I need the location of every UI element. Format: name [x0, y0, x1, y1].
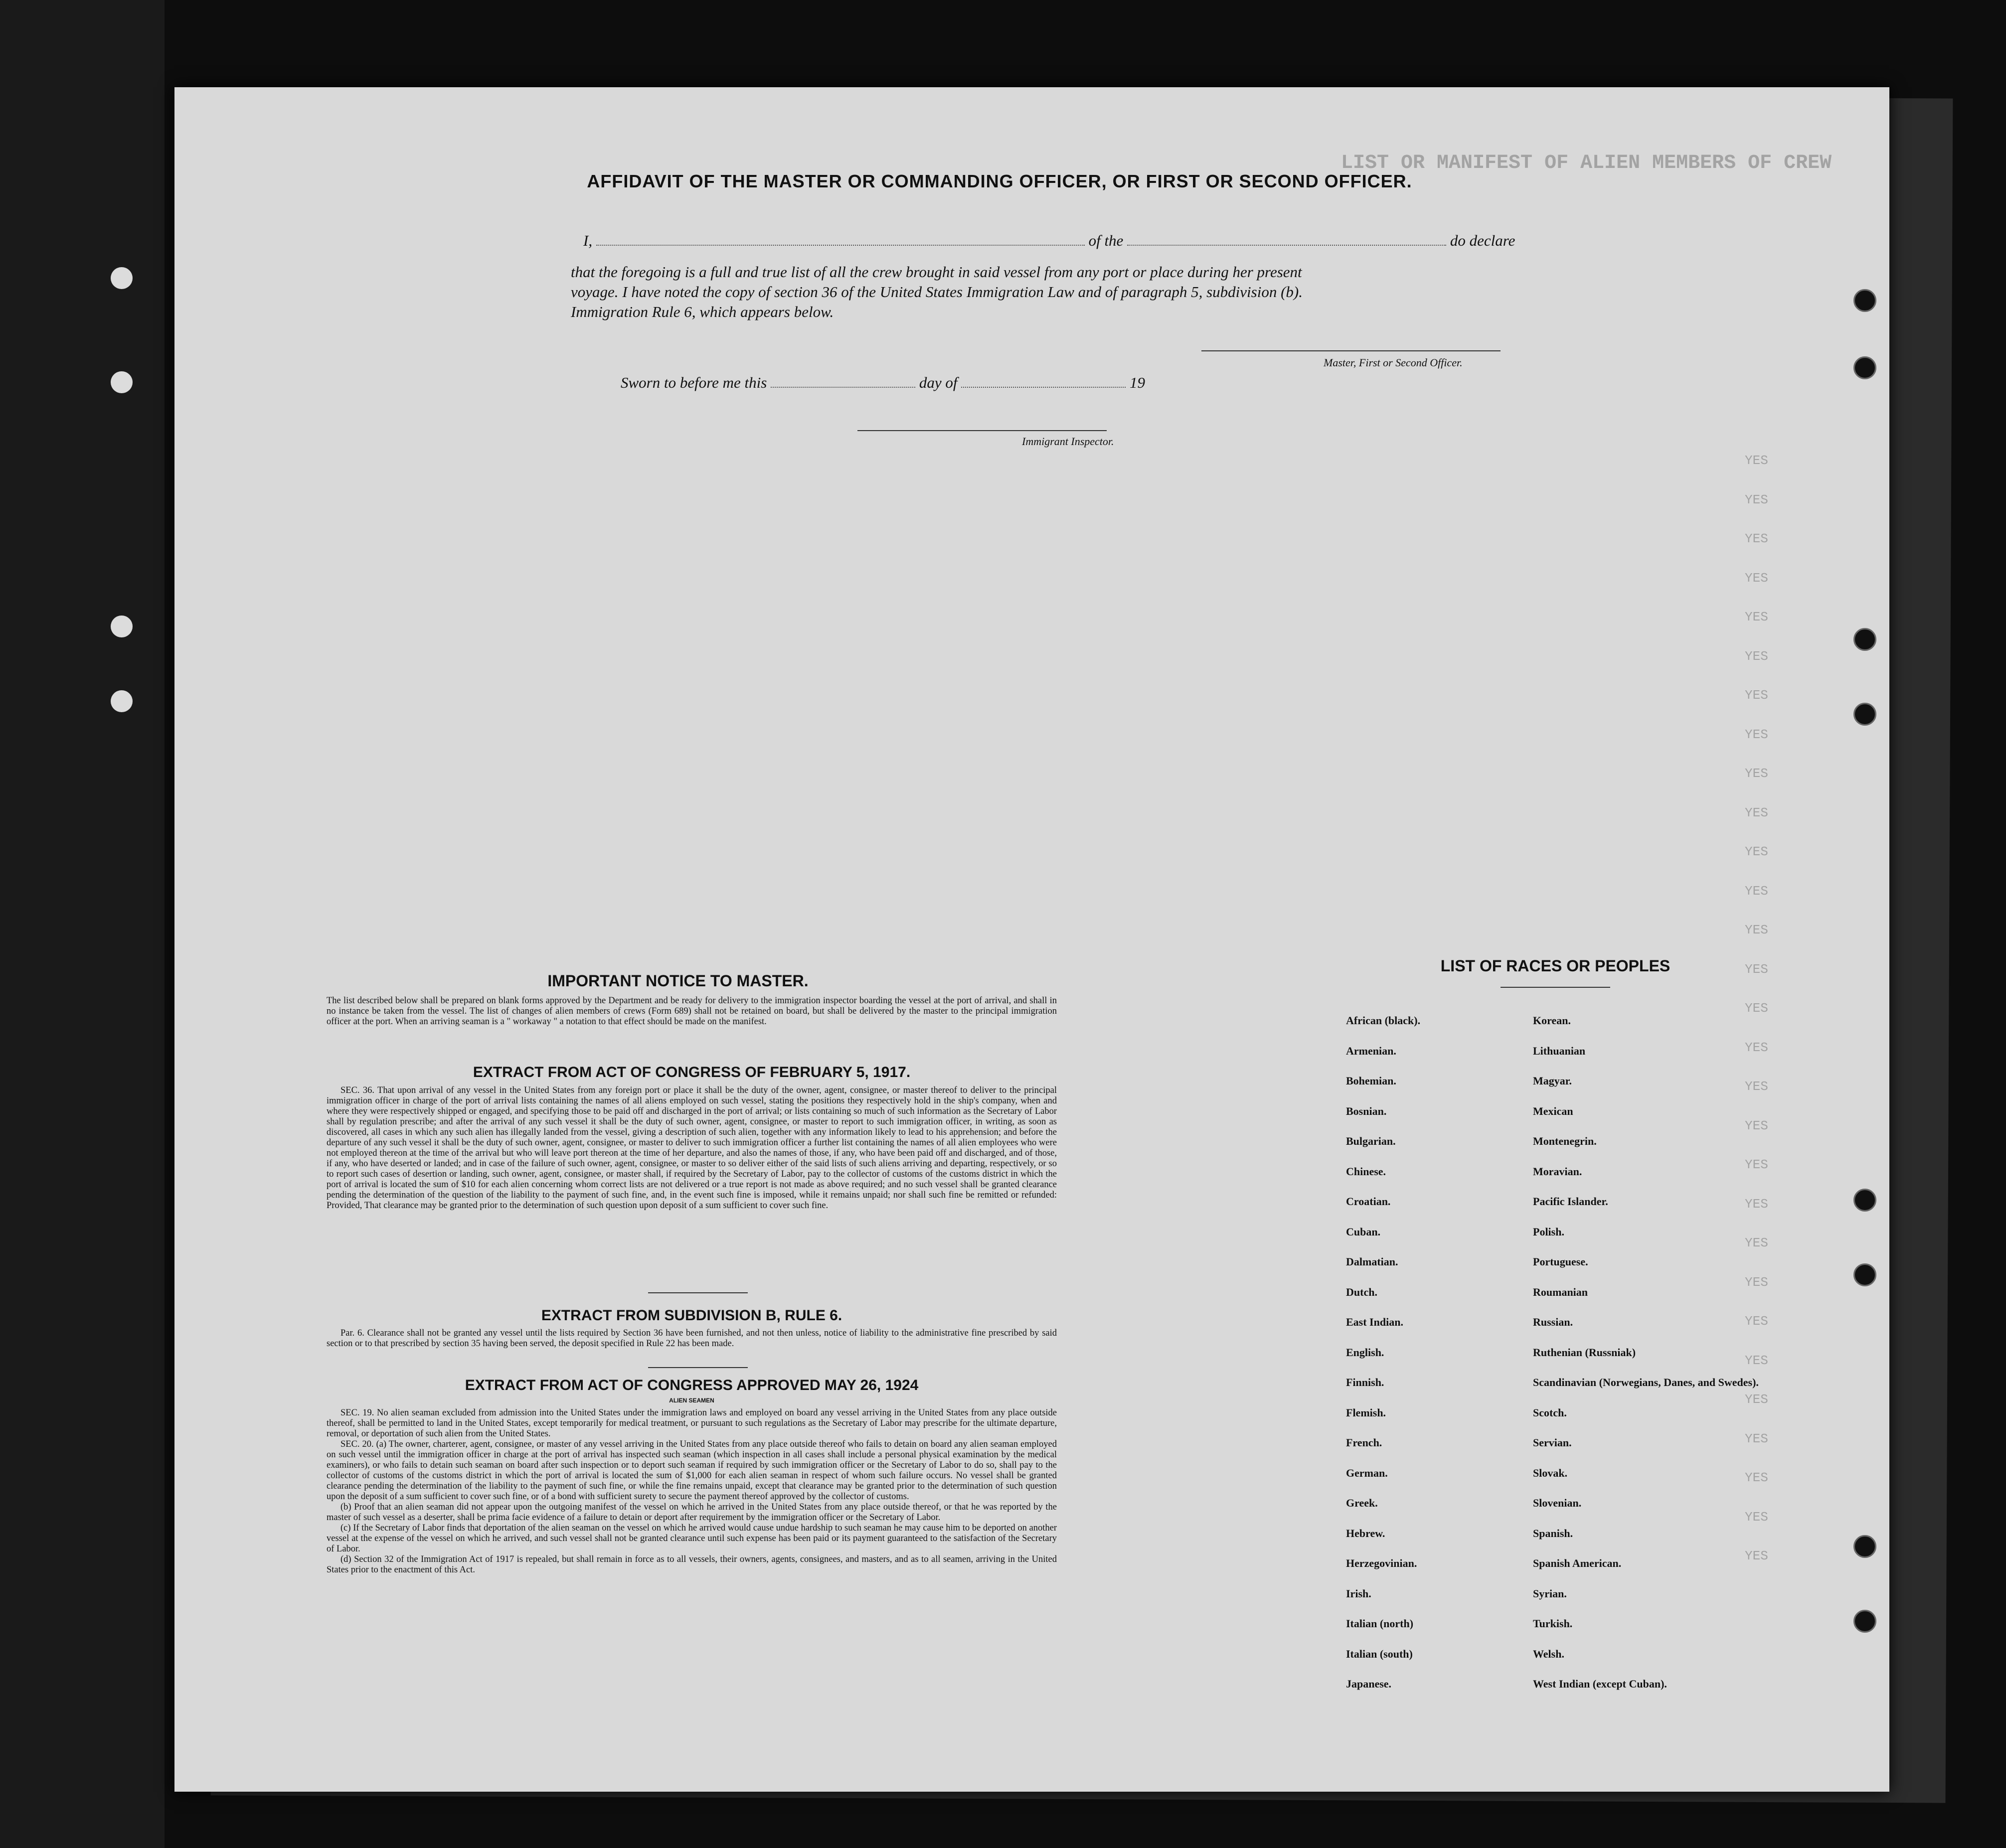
race-item: Polish.	[1533, 1225, 1564, 1238]
master-signature-label: Master, First or Second Officer.	[1324, 356, 1463, 369]
races-left-column	[1346, 1014, 1420, 1708]
bleed-through-yes-mark: YES	[1745, 961, 1768, 977]
race-item: Bohemian.	[1346, 1075, 1396, 1087]
binding-hole	[111, 690, 133, 712]
race-item: Syrian.	[1533, 1587, 1567, 1600]
race-item: Slovak.	[1533, 1466, 1568, 1479]
races-right-column	[1533, 1014, 1759, 1708]
bleed-through-yes-mark: YES	[1745, 1040, 1768, 1055]
race-item: Armenian.	[1346, 1044, 1396, 1057]
bleed-through-yes-mark: YES	[1745, 1157, 1768, 1172]
race-item: Finnish.	[1346, 1376, 1384, 1388]
day-of-label: day of	[919, 374, 958, 391]
race-item: Flemish.	[1346, 1406, 1386, 1419]
extract-1924-title: EXTRACT FROM ACT OF CONGRESS APPROVED MAY 26, 1924	[465, 1377, 919, 1393]
bleed-through-yes-mark: YES	[1745, 766, 1768, 781]
name-blank	[596, 232, 1085, 246]
bleed-through-yes-mark: YES	[1745, 570, 1768, 586]
race-item: West Indian (except Cuban).	[1533, 1678, 1667, 1690]
bleed-through-yes-mark: YES	[1745, 883, 1768, 899]
race-item: Mexican	[1533, 1104, 1573, 1117]
sec-20c-paragraph: (c) If the Secretary of Labor finds that deportation of the alien seaman on the vessel on which he arrived would cause undue hardship to such seaman he may cause him to be deported on another vessel at the expense of the vessel on which he arrived, and such vessel shall not be granted clearance until such expense has been paid or its payment guaranteed to the satisfaction of the Secretary of Labor.	[327, 1523, 1057, 1554]
punch-hole	[1853, 1263, 1876, 1286]
binding-strip	[0, 0, 165, 1848]
sworn-line	[621, 374, 1145, 392]
race-item: East Indian.	[1346, 1316, 1403, 1328]
bleed-through-text: LIST OR MANIFEST OF ALIEN MEMBERS OF CREW	[1341, 152, 1832, 174]
bleed-through-yes-mark: YES	[1745, 648, 1768, 664]
alien-seamen-subtitle: ALIEN SEAMEN	[669, 1397, 714, 1404]
race-item: Dalmatian.	[1346, 1255, 1398, 1268]
master-signature-line	[1201, 350, 1501, 351]
bleed-through-yes-mark: YES	[1745, 805, 1768, 820]
extract-1924-text	[327, 1408, 1057, 1575]
race-item: Roumanian	[1533, 1285, 1588, 1298]
year-label: 19	[1129, 374, 1145, 391]
punch-hole	[1853, 703, 1876, 726]
races-list-title: LIST OF RACES OR PEOPLES	[1440, 957, 1671, 975]
race-item: Montenegrin.	[1533, 1135, 1597, 1147]
affidavit-line-2: that the foregoing is a full and true list of all the crew brought in said vessel from any port or place during her present	[571, 263, 1302, 281]
bleed-through-yes-mark: YES	[1745, 1274, 1768, 1290]
punch-hole	[1853, 356, 1876, 379]
race-item: Russian.	[1533, 1316, 1573, 1328]
race-item: Pacific Islander.	[1533, 1195, 1608, 1208]
race-item: Japanese.	[1346, 1678, 1392, 1690]
bleed-through-yes-mark: YES	[1745, 1431, 1768, 1446]
binding-hole	[111, 267, 133, 289]
race-item: Servian.	[1533, 1436, 1572, 1449]
extract-1917-paragraph: SEC. 36. That upon arrival of any vessel in the United States from any foreign port or place it shall be the duty of the owner, agent, consignee, or master thereof to deliver to the principal immigration officer in charge of the port of arrival lists containing the names of all aliens employed on such vessel, stating the positions they respectively hold in the ship's company, when and where they were respectively shipped or engaged, and specifying those to be paid off and discharged in the port of arrival; or lists containing so much of such information as the Secretary of Labor shall by regulation prescribe; and after the arrival of any such vessel it shall be the duty of such owner, agent, consignee, or master to report to such immigration officer, in writing, as soon as discovered, all cases in which any such alien has illegally landed from the vessel, giving a description of such alien, together with any information likely to lead to his apprehension; and before the departure of any such vessel it shall be the duty of such owner, agent, consignee, or master to deliver to such immigration officer a further list containing the names of all alien employees who were not employed thereon at the time of the arrival but who will leave port thereon at the time of her departure, and also the names of those, if any, who have been paid off and discharged, and of those, if any, who have deserted or landed; and in case of the failure of such owner, agent, consignee, or master to so deliver either of the said lists of such aliens arriving and departing, respectively, or so to report such cases of desertion or landing, such owner, agent, consignee, or master shall, if required by the Secretary of Labor, pay to the collector of customs of the customs district in which the port of arrival is located the sum of $10 for each alien concerning whom correct lists are not delivered or a true report is not made as above required; and no such vessel shall be granted clearance pending the determination of the question of the liability to the payment of such fine, and, in the event such fine is imposed, while it remains unpaid; nor shall such fine be remitted or refunded: Provided, That clearance may be granted prior to the determination of such question upon deposit of a sum sufficient to cover such fine.	[327, 1085, 1057, 1211]
affidavit-of-the-label: of the	[1088, 232, 1124, 249]
section-divider	[648, 1292, 748, 1293]
race-item: Lithuanian	[1533, 1044, 1586, 1057]
bleed-through-yes-mark: YES	[1745, 1509, 1768, 1525]
sec-20d-paragraph: (d) Section 32 of the Immigration Act of 1917 is repealed, but shall remain in force as to all vessels, their owners, agents, consignees, and masters, and as to all seamen, arriving in the United States prior to the enactment of this Act.	[327, 1554, 1057, 1575]
bleed-through-yes-mark: YES	[1745, 688, 1768, 703]
race-item: Scotch.	[1533, 1406, 1567, 1419]
race-item: English.	[1346, 1346, 1384, 1359]
race-item: French.	[1346, 1436, 1382, 1449]
bleed-through-yes-mark: YES	[1745, 492, 1768, 507]
race-item: Portuguese.	[1533, 1255, 1588, 1268]
bleed-through-yes-mark: YES	[1745, 453, 1768, 468]
affidavit-title: AFFIDAVIT OF THE MASTER OR COMMANDING OFFICER, OR FIRST OR SECOND OFFICER.	[587, 171, 1412, 191]
race-item: Welsh.	[1533, 1647, 1564, 1660]
race-item: Scandinavian (Norwegians, Danes, and Swedes).	[1533, 1376, 1759, 1388]
race-item: Chinese.	[1346, 1165, 1386, 1178]
bleed-through-yes-mark: YES	[1745, 1392, 1768, 1407]
race-item: Cuban.	[1346, 1225, 1381, 1238]
bleed-through-yes-mark: YES	[1745, 1001, 1768, 1016]
race-item: German.	[1346, 1466, 1388, 1479]
races-title-rule	[1501, 987, 1610, 988]
race-item: Italian (north)	[1346, 1617, 1414, 1630]
affidavit-line-3: voyage. I have noted the copy of section 36 of the United States Immigration Law and of paragraph 5, subdivision (b).	[571, 283, 1303, 301]
vessel-blank	[1127, 232, 1446, 246]
sworn-month-blank	[961, 374, 1126, 388]
extract-1917-text	[327, 1085, 1057, 1211]
race-item: Greek.	[1346, 1497, 1378, 1509]
sec-20b-paragraph: (b) Proof that an alien seaman did not appear upon the outgoing manifest of the vessel on which he arrived in the United States from any place outside thereof, or that he was reported by the master of such vessel as a deserter, shall be prima facie evidence of a failure to detain or deport after requirement by the immigration officer or the Secretary of Labor.	[327, 1502, 1057, 1523]
bleed-through-yes-mark: YES	[1745, 727, 1768, 742]
sworn-label: Sworn to before me this	[621, 374, 767, 391]
punch-hole	[1853, 1610, 1876, 1633]
inspector-signature-line	[857, 430, 1107, 431]
punch-hole	[1853, 1189, 1876, 1212]
race-item: Bosnian.	[1346, 1104, 1387, 1117]
bleed-through-yes-mark: YES	[1745, 531, 1768, 546]
race-item: Turkish.	[1533, 1617, 1573, 1630]
race-item: Magyar.	[1533, 1075, 1572, 1087]
race-item: Moravian.	[1533, 1165, 1582, 1178]
binding-hole	[111, 616, 133, 637]
bleed-through-yes-mark: YES	[1745, 1314, 1768, 1329]
bleed-through-yes-mark: YES	[1745, 923, 1768, 937]
bleed-through-yes-mark: YES	[1745, 610, 1768, 624]
race-item: Spanish American.	[1533, 1557, 1622, 1569]
inspector-signature-label: Immigrant Inspector.	[1022, 435, 1114, 448]
important-notice-text: The list described below shall be prepared on blank forms approved by the Department and be ready for delivery to the immigration inspector boarding the vessel at the port of arrival, and shall in no instance be taken from the vessel. The list of changes of alien members of crews (Form 689) shall not be retained on board, but shall be delivered by the master to the principal immigration officer at the port. When an arriving seaman is a " workaway " a notation to that effect should be made on the manifest.	[327, 996, 1057, 1027]
affidavit-i-label: I,	[583, 232, 593, 249]
sec-19-paragraph: SEC. 19. No alien seaman excluded from admission into the United States under the immigration laws and employed on board any vessel arriving in the United States from any place outside thereof, shall be permitted to land in the United States, except temporarily for medical treatment, or pursuant to such regulations as the Secretary of Labor may prescribe for the ultimate departure, removal, or deportation of such alien from the United States.	[327, 1408, 1057, 1439]
document-page	[174, 87, 1889, 1792]
race-item: Hebrew.	[1346, 1527, 1385, 1540]
rule-6-title: EXTRACT FROM SUBDIVISION B, RULE 6.	[541, 1307, 842, 1324]
sworn-day-blank	[771, 374, 915, 388]
affidavit-declaration-line	[583, 232, 1515, 250]
bleed-through-yes-mark: YES	[1745, 1548, 1768, 1563]
race-item: African (black).	[1346, 1014, 1421, 1027]
affidavit-line-4: Immigration Rule 6, which appears below.	[571, 303, 834, 320]
affidavit-declare-label: do declare	[1450, 232, 1515, 249]
important-notice-title: IMPORTANT NOTICE TO MASTER.	[547, 972, 809, 990]
bleed-through-yes-mark: YES	[1745, 1196, 1768, 1212]
bleed-through-yes-mark: YES	[1745, 1079, 1768, 1094]
race-item: Italian (south)	[1346, 1647, 1413, 1660]
race-item: Ruthenian (Russniak)	[1533, 1346, 1636, 1359]
race-item: Herzegovinian.	[1346, 1557, 1417, 1569]
bleed-through-yes-mark: YES	[1745, 1118, 1768, 1133]
bleed-through-yes-mark: YES	[1745, 844, 1768, 859]
race-item: Slovenian.	[1533, 1497, 1582, 1509]
race-item: Spanish.	[1533, 1527, 1573, 1540]
section-divider	[648, 1367, 748, 1368]
punch-hole	[1853, 1535, 1876, 1558]
binding-hole	[111, 371, 133, 393]
race-item: Korean.	[1533, 1014, 1571, 1027]
rule-6-text	[327, 1328, 1057, 1349]
bleed-through-yes-mark: YES	[1745, 1235, 1768, 1250]
sec-20a-paragraph: SEC. 20. (a) The owner, charterer, agent, consignee, or master of any vessel arriving in the United States from any place outside thereof who fails to detain on board any alien seaman employed on such vessel until the immigration officer in charge at the port of arrival has inspected such seaman (which inspection in all cases shall include a personal physical examination by the medical examiners), or who fails to detain such seaman on board after such inspection or to deport such seaman if required by such immigration officer or the Secretary of Labor to do so, shall pay to the collector of customs of the customs district in which the port of arrival is located the sum of $1,000 for each alien seaman in respect of whom such failure occurs. No vessel shall be granted clearance pending the determination of the liability to the payment of such fine, or while the fine remains unpaid, except that clearance may be granted prior to the determination of such question upon the deposit of a sum sufficient to cover such fine, or of a bond with sufficient surety to secure the payment thereof approved by the collector of customs.	[327, 1439, 1057, 1502]
rule-6-paragraph: Par. 6. Clearance shall not be granted any vessel until the lists required by Section 36 have been furnished, and not then unless, notice of liability to the administrative fine prescribed by said section or to that prescribed by section 35 having been served, the deposit specified in Rule 22 has been made.	[327, 1328, 1057, 1349]
race-item: Irish.	[1346, 1587, 1371, 1600]
extract-1917-title: EXTRACT FROM ACT OF CONGRESS OF FEBRUARY 5, 1917.	[473, 1064, 911, 1080]
bleed-through-yes-mark: YES	[1745, 1470, 1768, 1485]
race-item: Dutch.	[1346, 1285, 1377, 1298]
race-item: Croatian.	[1346, 1195, 1391, 1208]
punch-hole	[1853, 289, 1876, 312]
punch-hole	[1853, 628, 1876, 651]
bleed-through-yes-mark: YES	[1745, 1353, 1768, 1368]
race-item: Bulgarian.	[1346, 1135, 1396, 1147]
